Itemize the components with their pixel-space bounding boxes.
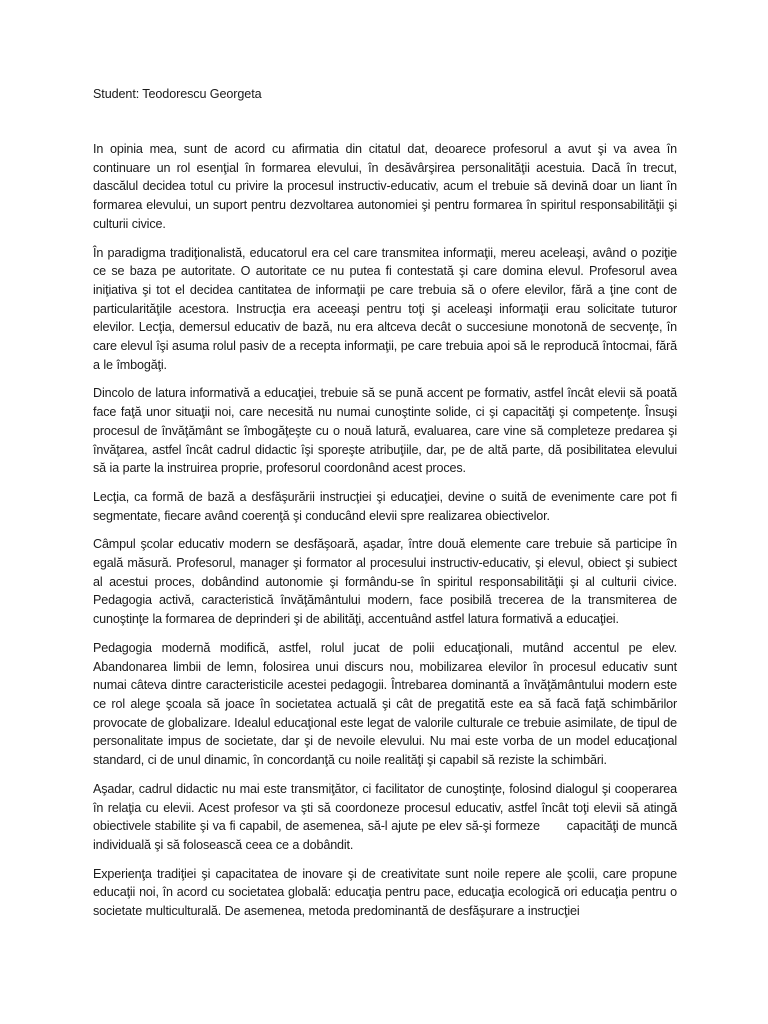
paragraph-7: Aşadar, cadrul didactic nu mai este transmiţător, ci facilitator de cunoştinţe, folosind dialogul şi cooperarea în relaţia cu elevii. Acest profesor va şti să coordoneze procesul educativ, astfel încât toţi elevii să atingă obiectivele stabilite şi va fi capabil, de asemenea, să-l ajute pe elev să-şi formeze capacităţi de muncă individuală şi să folosească ceea ce a dobândit.	[93, 781, 681, 852]
paragraph-6: Pedagogia modernă modifică, astfel, rolul jucat de polii educaţionali, mutând accentul pe elev. Abandonarea limbii de lemn, folosirea unui discurs nou, mobilizarea elevilor în procesul educativ sunt numai câteva dintre caracteristicile acestei pedagogii. Întrebarea dominantă a învăţământului modern este ce rol alege şcoala să joace în societatea actuală şi cât de pregatită este ea să facă faţă schimbărilor provocate de globalizare. Idealul educaţional este legat de valorile culturale ce trebuie asimilate, de tipul de personalitate impus de societate, dar şi de nevoile elevului. Nu mai este vorba de un model educaţional standard, ci de unul dinamic, în concordanţă cu noile realităţi şi capabil să reziste la schimbări.	[93, 640, 677, 768]
student-name-line: Student: Teodorescu Georgeta	[93, 87, 262, 101]
paragraph-2: În paradigma tradiţionalistă, educatorul era cel care transmitea informaţii, mereu aceleaşi, având o poziţie ce se baza pe autoritate. O autoritate ce nu putea fi contestată şi care domina elevul. Profesorul avea iniţiativa şi tot el decidea cantitatea de informaţii pe care trebuia să o ofere elevilor, fără a ţine cont de particularităţile acestora. Instrucţia era aceeaşi pentru toţi şi aceleaşi informaţii erau solicitate tuturor elevilor. Lecţia, demersul educativ de bază, nu era altceva decât o succesiune monotonă de secvenţe, în care elevul îşi asuma rolul pasiv de a recepta informaţii, pe care trebuia apoi să le reproducă întocmai, fără a le îmbogăţi.	[93, 245, 677, 372]
paragraph-3: Dincolo de latura informativă a educaţiei, trebuie să se pună accent pe formativ, astfel încât elevii să poată face faţă unor situaţii noi, care necesită nu numai cunoştinte solide, ci şi capacităţi şi competenţe. Însuşi procesul de învăţământ se îmbogăţeşte cu o nouă latură, evaluarea, care vine să completeze predarea şi învăţarea, astfel încât cadrul didactic îşi sporeşte atribuţiile, dar, pe de altă parte, dă posibilitatea elevului să ia parte la instruirea proprie, profesorul coordonând acest proces.	[93, 386, 677, 476]
paragraph-8: Experienţa tradiţiei şi capacitatea de inovare şi de creativitate sunt noile repere ale şcolii, care propune educaţii noi, în acord cu societatea globală: educaţia pentru pace, educaţia ecologică ori educaţia pentru o societate multiculturală. De asemenea, metoda predominantă de desfăşurare a instrucţiei	[93, 866, 677, 919]
paragraph-1: In opinia mea, sunt de acord cu afirmatia din citatul dat, deoarece profesorul a avut şi va avea în continuare un rol esenţial în formarea elevului, în desăvârşirea personalităţii acestuia. Dacă în trecut, dascălul decidea totul cu privire la procesul instructiv-educativ, acum el trebuie să devină doar un liant în formarea elevului, un suport pentru dezvoltarea autonomiei şi pentru formarea în spiritul responsabilităţii şi culturii civice.	[93, 142, 677, 231]
paragraph-4: Lecţia, ca formă de bază a desfăşurării instrucţiei şi educaţiei, devine o suită de evenimente care pot fi segmentate, fiecare având coerenţă şi conducând elevii spre realizarea obiectivelor.	[93, 489, 677, 523]
paragraph-5: Câmpul şcolar educativ modern se desfăşoară, aşadar, între două elemente care trebuie să participe în egală măsură. Profesorul, manager şi formator al procesului instructiv-educativ, şi elevul, obiect şi subiect al acestui proces, dobândind autonomie şi formându-se în spiritul responsabilităţii şi al culturii civice. Pedagogia activă, caracteristică învăţământului modern, face posibilă trecerea de la transmiterea de cunoştinţe la formarea de deprinderi şi de abilităţi, accentuând astfel latura formativă a educaţiei.	[93, 537, 677, 627]
document-page	[93, 84, 681, 931]
